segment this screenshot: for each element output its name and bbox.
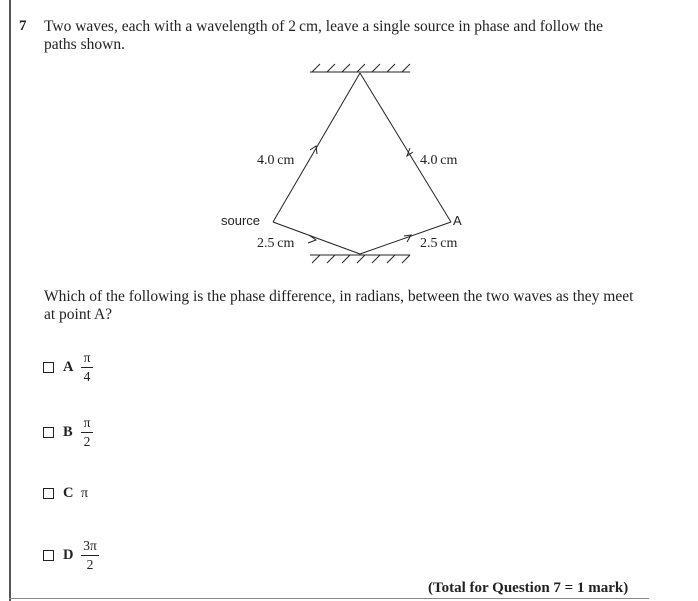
- question-stem: Two waves, each with a wavelength of 2 cm, leave a single source in phase and follow the paths shown.: [44, 18, 603, 53]
- point-a-label: A: [453, 213, 462, 228]
- upper-right-length: 4.0 cm: [420, 153, 458, 168]
- lower-left-length: 2.5 cm: [257, 236, 295, 251]
- option-d-numerator: 3π: [83, 538, 97, 553]
- option-a-letter: A: [63, 359, 74, 375]
- source-label: source: [221, 213, 261, 228]
- option-d-fraction: [81, 539, 99, 572]
- upper-left-length: 4.0 cm: [257, 153, 295, 168]
- total-marks: (Total for Question 7 = 1 mark): [428, 580, 629, 596]
- option-a-denominator: 4: [83, 369, 91, 384]
- option-c-value: π: [81, 485, 89, 501]
- top-mirror: [310, 64, 410, 72]
- option-b-letter: B: [63, 424, 73, 440]
- option-c[interactable]: [43, 485, 88, 502]
- option-c-letter: C: [63, 485, 74, 501]
- option-a-checkbox[interactable]: [43, 362, 54, 373]
- option-d-letter: D: [63, 547, 74, 563]
- option-b[interactable]: [43, 416, 93, 449]
- upper-right-path: [360, 73, 451, 222]
- bottom-mirror: [310, 255, 410, 263]
- bottom-rule: [9, 598, 649, 599]
- question-number: 7: [19, 18, 27, 34]
- option-a-numerator: π: [83, 350, 91, 365]
- option-d[interactable]: [43, 539, 99, 572]
- option-b-numerator: π: [83, 415, 91, 430]
- option-b-denominator: 2: [83, 434, 91, 449]
- question-prompt: Which of the following is the phase difference, in radians, between the two waves as they meet at point A?: [44, 288, 634, 323]
- option-a-fraction: [81, 351, 93, 384]
- option-d-denominator: 2: [86, 557, 94, 572]
- option-b-fraction: [81, 416, 93, 449]
- option-c-checkbox[interactable]: [43, 488, 54, 499]
- option-d-checkbox[interactable]: [43, 550, 54, 561]
- lower-right-length: 2.5 cm: [420, 236, 458, 251]
- option-b-checkbox[interactable]: [43, 427, 54, 438]
- option-a[interactable]: [43, 351, 93, 384]
